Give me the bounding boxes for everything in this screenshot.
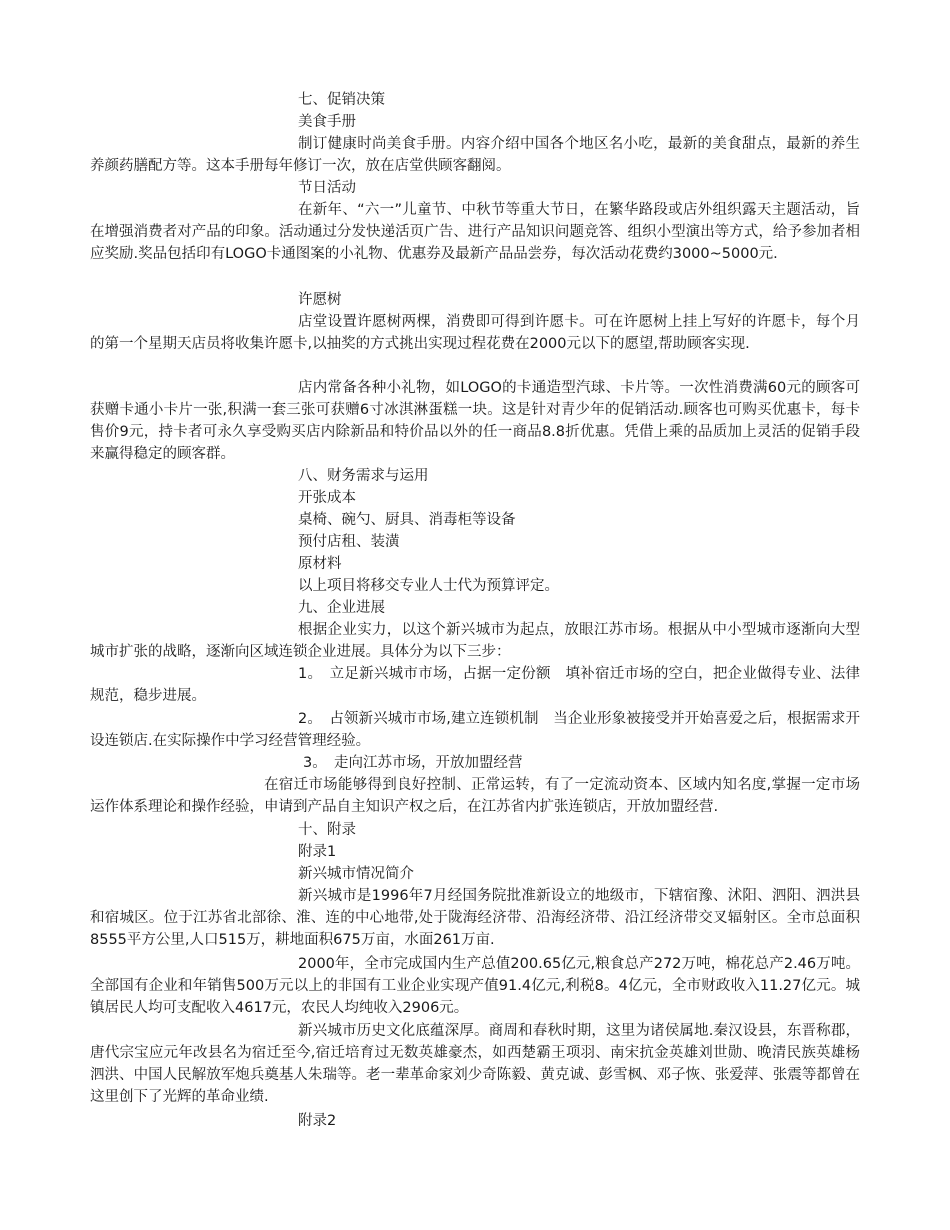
- subheading-city-intro: 新兴城市情况简介: [298, 866, 414, 882]
- section-heading-appendix: 十、附录: [298, 822, 356, 838]
- list-item-materials: 原材料: [298, 556, 342, 572]
- appendix-2-label: 附录2: [298, 1113, 337, 1129]
- paragraph-economy: 2000年，全市完成国内生产总值200.65亿元,粮食总产272万吨，棉花总产2.46万吨。全部国有企业和年销售500万元以上的非国有工业企业实现产值91.4亿元,利税8。4亿元，全市财政收入11.27亿元。城镇居民人均可支配收入4617元，农民人均纯收入2906元。: [90, 956, 860, 1016]
- subheading-opening-cost: 开张成本: [298, 490, 356, 506]
- paragraph-wish-tree: 店堂设置许愿树两棵，消费即可得到许愿卡。可在许愿树上挂上写好的许愿卡，每个月的第一个星期天店员将收集许愿卡,以抽奖的方式挑出实现过程花费在2000元以下的愿望,帮助顾客实现.: [90, 314, 860, 352]
- subheading-holiday-events: 节日活动: [298, 180, 356, 196]
- paragraph-progress: 根据企业实力，以这个新兴城市为起点，放眼江苏市场。根据从中小型城市逐渐向大型城市扩张的战略，逐渐向区域连锁企业进展。具体分为以下三步：: [90, 622, 860, 660]
- step-two: 2。 占领新兴城市市场,建立连锁机制 当企业形象被接受并开始喜爱之后，根据需求开设连锁店.在实际操作中学习经营管理经验。: [90, 711, 860, 749]
- section-heading-finance: 八、财务需求与运用: [298, 468, 429, 484]
- paragraph-holiday-events: 在新年、“六一”儿童节、中秋节等重大节日，在繁华路段或店外组织露天主题活动，旨在增强消费者对产品的印象。活动通过分发快递活页广告、进行产品知识问题竞答、组织小型演出等方式，给予参加者相应奖励.奖品包括印有LOGO卡通图案的小礼物、优惠券及最新产品品尝券，每次活动花费约3000~5000元.: [90, 202, 860, 262]
- step-three: 3。 走向江苏市场，开放加盟经营: [303, 755, 523, 771]
- list-item-equipment: 桌椅、碗勺、厨具、消毒柜等设备: [298, 512, 516, 528]
- paragraph-gifts: 店内常备各种小礼物，如LOGO的卡通造型汽球、卡片等。一次性消费满60元的顾客可获赠卡通小卡片一张,积满一套三张可获赠6寸冰淇淋蛋糕一块。这是针对青少年的促销活动.顾客也可购买优惠卡，每卡售价9元，持卡者可永久享受购买店内除新品和特价品以外的任一商品8.8折优惠。凭借上乘的品质加上灵活的促销手段来赢得稳定的顾客群。: [90, 380, 860, 462]
- subheading-wish-tree: 许愿树: [298, 292, 342, 308]
- paragraph-city-intro: 新兴城市是1996年7月经国务院批准新设立的地级市，下辖宿豫、沭阳、泗阳、泗洪县和宿城区。位于江苏省北部徐、淮、连的中心地带,处于陇海经济带、沿海经济带、沿江经济带交叉辐射区。全市总面积8555平方公里,人口515万，耕地面积675万亩，水面261万亩.: [90, 888, 860, 948]
- paragraph-budget-note: 以上项目将移交专业人士代为预算评定。: [298, 578, 559, 594]
- paragraph-expansion: 在宿迁市场能够得到良好控制、正常运转，有了一定流动资本、区域内知名度,掌握一定市场运作体系理论和操作经验，申请到产品自主知识产权之后，在江苏省内扩张连锁店，开放加盟经营.: [90, 777, 860, 815]
- section-heading-promotion: 七、促销决策: [298, 92, 385, 108]
- section-heading-progress: 九、企业进展: [298, 600, 385, 616]
- appendix-1-label: 附录1: [298, 844, 337, 860]
- subheading-food-handbook: 美食手册: [298, 114, 356, 130]
- paragraph-history: 新兴城市历史文化底蕴深厚。商周和春秋时期，这里为诸侯属地.秦汉设县，东晋称郡，唐代宗宝应元年改县名为宿迁至今,宿迁培育过无数英雄豪杰，如西楚霸王项羽、南宋抗金英雄刘世勋、晚清民族英雄杨泗洪、中国人民解放军炮兵奠基人朱瑞等。老一辈革命家刘少奇陈毅、黄克诚、彭雪枫、邓子恢、张爱萍、张震等都曾在这里创下了光辉的革命业绩.: [90, 1023, 860, 1105]
- paragraph-food-handbook: 制订健康时尚美食手册。内容介绍中国各个地区名小吃，最新的美食甜点，最新的养生养颜药膳配方等。这本手册每年修订一次，放在店堂供顾客翻阅。: [90, 136, 860, 174]
- list-item-rent: 预付店租、装潢: [298, 534, 400, 550]
- step-one: 1。 立足新兴城市市场，占据一定份额 填补宿迁市场的空白，把企业做得专业、法律规范，稳步进展。: [90, 666, 860, 704]
